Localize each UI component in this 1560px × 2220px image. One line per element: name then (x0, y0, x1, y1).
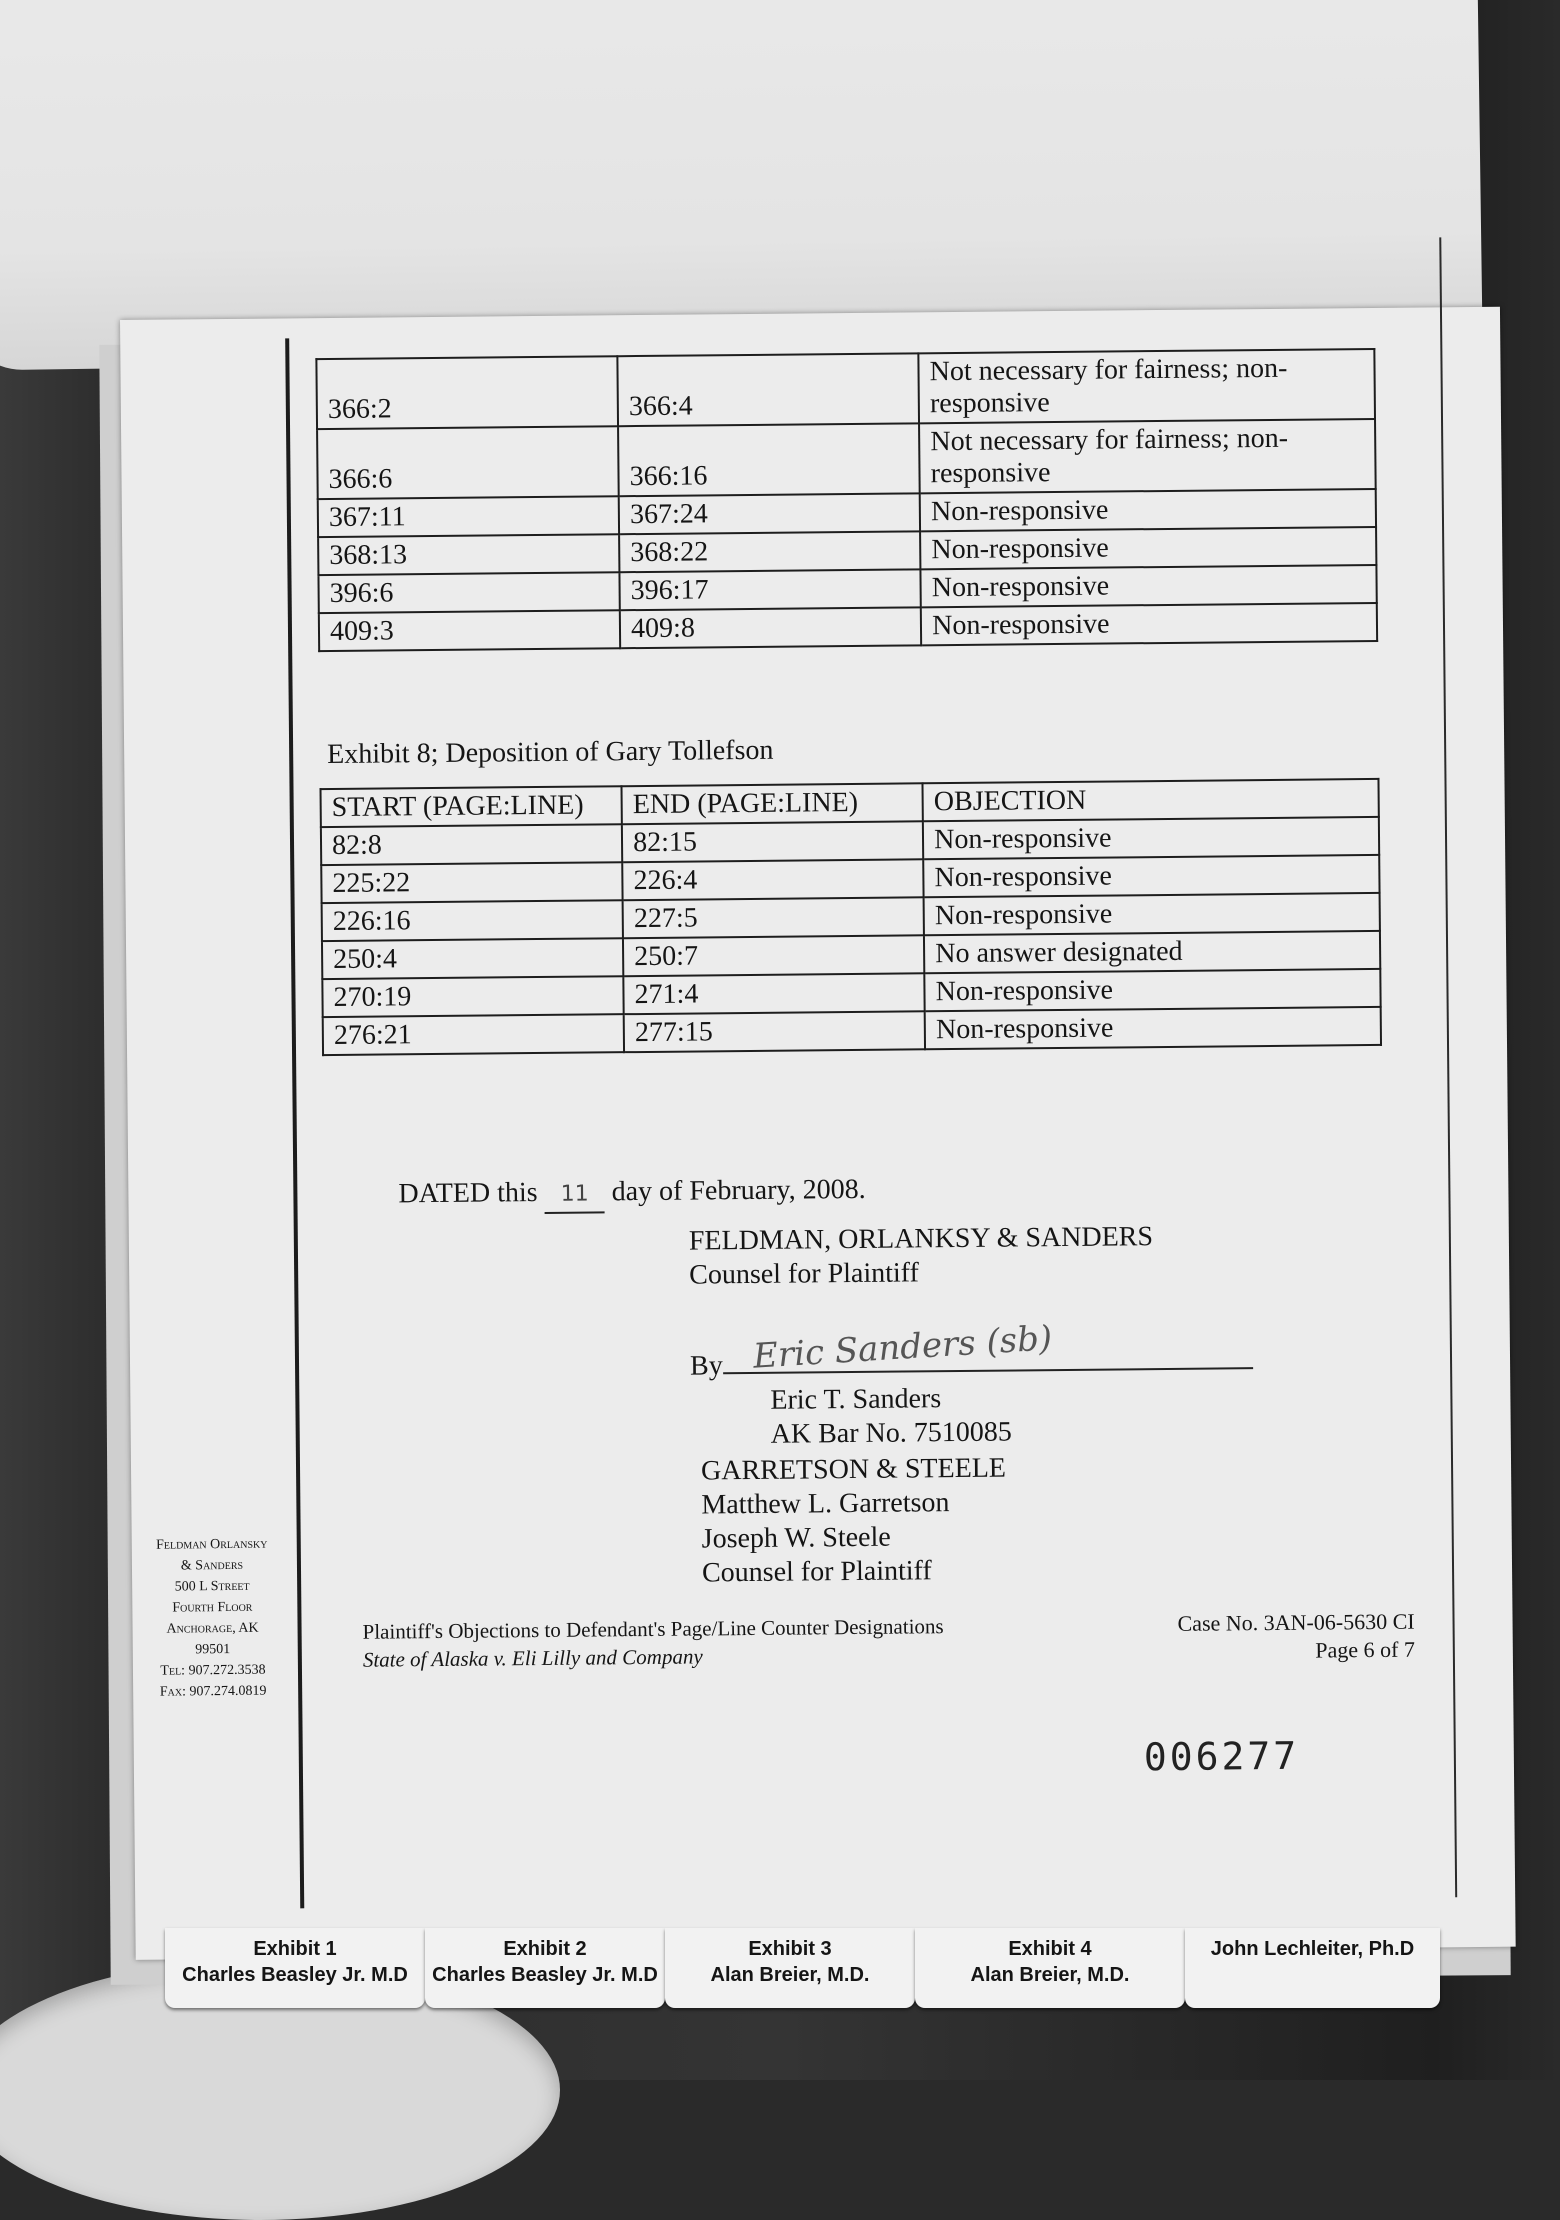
end-cell: 82:15 (622, 821, 923, 862)
start-cell: 225:22 (321, 862, 622, 903)
objection-cell: Not necessary for fairness; non-responsive (919, 349, 1375, 423)
end-cell: 366:4 (617, 353, 919, 426)
end-cell: 368:22 (619, 531, 920, 572)
sidebar-line: Fax: 907.274.0819 (159, 1683, 267, 1700)
sidebar-line: 99501 (195, 1642, 231, 1658)
footer-title: Plaintiff's Objections to Defendant's Page/Line Counter Designations (362, 1614, 944, 1644)
tab-name: Charles Beasley Jr. M.D (182, 1964, 408, 1986)
end-cell: 271:4 (623, 973, 924, 1014)
dated-line (398, 1173, 866, 1215)
sidebar-line: Anchorage, AK (166, 1620, 259, 1637)
table-row (316, 349, 1375, 429)
tab-name: Alan Breier, M.D. (970, 1964, 1130, 1986)
dated-day: 11 (544, 1177, 604, 1214)
tab-label: Exhibit 4 (1008, 1938, 1092, 1960)
end-cell: 277:15 (624, 1011, 925, 1052)
end-cell: 366:16 (618, 423, 920, 496)
start-cell: 366:6 (317, 426, 619, 499)
document-page (120, 307, 1516, 1960)
sidebar-line: 500 L Street (174, 1578, 250, 1595)
exhibit-tab-5[interactable] (1185, 1928, 1440, 2008)
objection-cell: Non-responsive (920, 489, 1376, 531)
objection-cell: Non-responsive (921, 565, 1377, 607)
firm-address-sidebar (132, 1533, 294, 1703)
end-cell: 250:7 (623, 935, 924, 976)
sidebar-line: Fourth Floor (172, 1599, 253, 1616)
header-objection: OBJECTION (923, 779, 1379, 821)
footer-case-info (1177, 1608, 1415, 1666)
objection-cell: Non-responsive (923, 817, 1379, 859)
objection-cell: Non-responsive (923, 855, 1379, 897)
page-number: Page 6 of 7 (1315, 1636, 1416, 1663)
tab-label: Exhibit 3 (748, 1938, 832, 1960)
end-cell: 396:17 (620, 569, 921, 610)
header-end: END (PAGE:LINE) (622, 783, 923, 824)
attorney-name: Joseph W. Steele (701, 1521, 891, 1555)
objection-cell: Non-responsive (920, 527, 1376, 569)
firm-name: FELDMAN, ORLANKSY & SANDERS (688, 1221, 1154, 1257)
sidebar-line: & Sanders (180, 1557, 244, 1574)
signer-name: Eric T. Sanders (770, 1383, 942, 1416)
bates-number: 006277 (1143, 1733, 1300, 1780)
start-cell: 250:4 (322, 938, 623, 979)
end-cell: 226:4 (622, 859, 923, 900)
tab-label: Exhibit 2 (503, 1938, 587, 1960)
firm-role: Counsel for Plaintiff (689, 1257, 920, 1291)
signer-bar-number: AK Bar No. 7510085 (770, 1416, 1012, 1450)
end-cell: 227:5 (623, 897, 924, 938)
tab-name: Alan Breier, M.D. (710, 1964, 870, 1986)
header-start: START (PAGE:LINE) (321, 786, 622, 827)
start-cell: 366:2 (316, 356, 618, 429)
start-cell: 82:8 (321, 824, 622, 865)
exhibit-title: Exhibit 8; Deposition of Gary Tollefson (327, 734, 774, 771)
signer-block (770, 1381, 1012, 1451)
start-cell: 276:21 (323, 1014, 624, 1055)
start-cell: 367:11 (318, 496, 619, 537)
start-cell: 396:6 (318, 572, 619, 613)
counsel-block-1 (689, 1220, 1154, 1292)
sidebar-line: Tel: 907.272.3538 (160, 1662, 266, 1679)
objection-cell: Non-responsive (925, 1007, 1381, 1049)
dated-prefix: DATED this (398, 1177, 538, 1210)
start-cell: 226:16 (322, 900, 623, 941)
start-cell: 409:3 (319, 610, 620, 651)
sidebar-line: Feldman Orlansky (155, 1536, 268, 1553)
attorney-name: Matthew L. Garretson (701, 1487, 950, 1521)
handwritten-signature: Eric Sanders (sb) (751, 1318, 1053, 1377)
end-cell: 409:8 (620, 607, 921, 648)
start-cell: 270:19 (322, 976, 623, 1017)
footer-caption: State of Alaska v. Eli Lilly and Company (362, 1644, 703, 1672)
tab-label: Exhibit 1 (253, 1938, 337, 1960)
signature-rule (723, 1318, 1253, 1377)
by-label: By (689, 1350, 723, 1382)
objection-cell: Non-responsive (921, 603, 1377, 645)
exhibit-tab-2[interactable] (425, 1928, 665, 2008)
objection-cell: No answer designated (924, 931, 1380, 973)
counsel-block-2 (701, 1452, 1007, 1591)
firm-role: Counsel for Plaintiff (701, 1555, 932, 1589)
tab-name: John Lechleiter, Ph.D (1210, 1938, 1415, 1960)
objection-cell: Non-responsive (924, 969, 1380, 1011)
table-row (317, 419, 1376, 499)
case-number: Case No. 3AN-06-5630 CI (1177, 1608, 1415, 1636)
objection-cell: Non-responsive (924, 893, 1380, 935)
footer-document-title (362, 1612, 944, 1674)
exhibit-tab-1[interactable] (165, 1928, 425, 2008)
dated-suffix: day of February, 2008. (611, 1173, 866, 1208)
exhibit-tab-4[interactable] (915, 1928, 1185, 2008)
exhibit8-objections-table (320, 778, 1383, 1056)
signature-line (689, 1318, 1253, 1383)
objection-cell: Not necessary for fairness; non-responsive (919, 419, 1375, 493)
end-cell: 367:24 (619, 493, 920, 534)
exhibit-tab-3[interactable] (665, 1928, 915, 2008)
tab-name: Charles Beasley Jr. M.D (432, 1964, 658, 1986)
right-margin-rule (1439, 237, 1457, 1897)
start-cell: 368:13 (318, 534, 619, 575)
firm-name: GARRETSON & STEELE (700, 1452, 1007, 1487)
objections-table-continued (315, 348, 1378, 652)
